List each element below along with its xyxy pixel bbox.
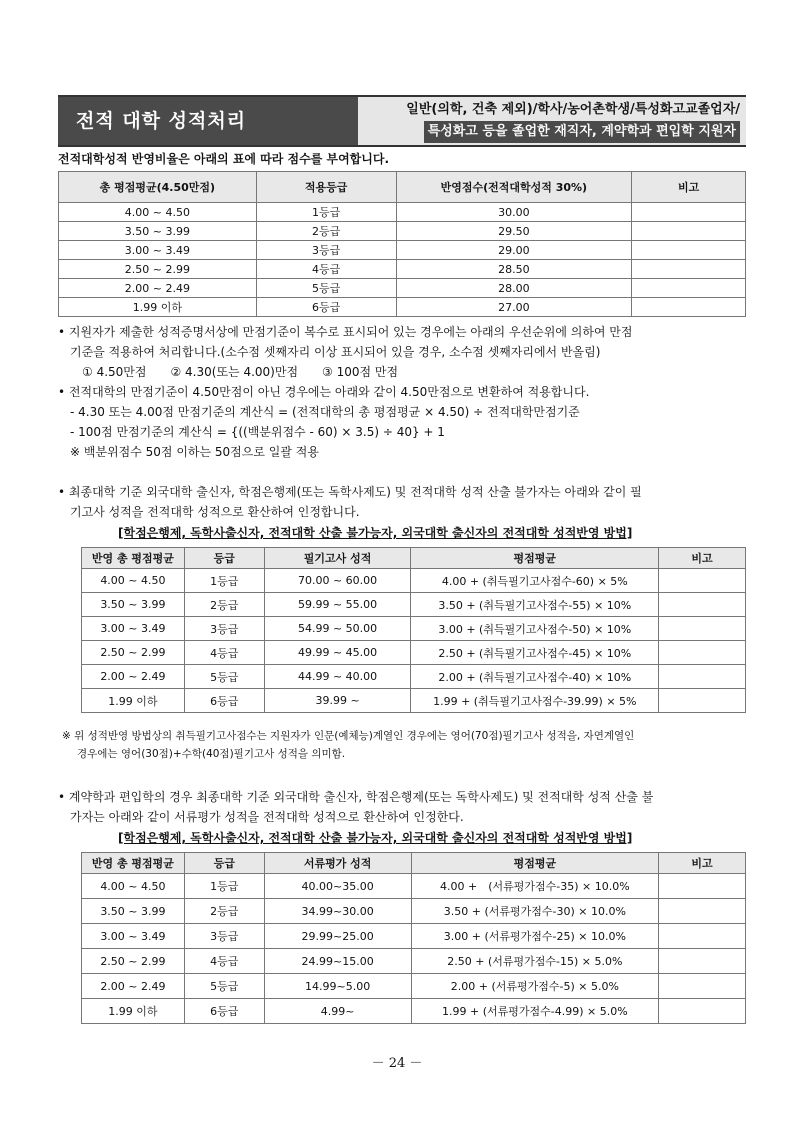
table-cell: 4.00 ~ 4.50 — [82, 569, 185, 593]
table-cell: 3.50 ~ 3.99 — [59, 222, 257, 241]
column-header: 총 평점평균(4.50만점) — [59, 172, 257, 203]
table-cell — [659, 665, 746, 689]
table-cell: 44.99 ~ 40.00 — [264, 665, 411, 689]
table-cell: 49.99 ~ 45.00 — [264, 641, 411, 665]
table-cell — [632, 260, 746, 279]
table-cell: 3.00 + (취득필기고사점수-50) × 10% — [411, 617, 659, 641]
table-cell — [659, 593, 746, 617]
priority-list: ① 4.50만점 ② 4.30(또는 4.00)만점 ③ 100점 만점 — [82, 365, 399, 379]
table-cell: 54.99 ~ 50.00 — [264, 617, 411, 641]
table-cell: 3.00 ~ 3.49 — [82, 617, 185, 641]
table-cell: 4등급 — [256, 260, 396, 279]
section-3-text — [58, 787, 653, 827]
table-cell — [632, 241, 746, 260]
note-bullet-1 — [58, 322, 633, 462]
table-cell: 6등급 — [184, 999, 264, 1024]
formula-note: ※ 백분위점수 50점 이하는 50점으로 일괄 적용 — [70, 445, 319, 459]
table-cell: 2등급 — [256, 222, 396, 241]
section-2-text — [58, 482, 642, 522]
table-cell: 3.50 ~ 3.99 — [82, 593, 185, 617]
table-row — [82, 874, 746, 899]
header-banner — [58, 95, 746, 147]
column-header: 등급 — [184, 548, 264, 569]
table-cell: 1.99 + (취득필기고사점수-39.99) × 5% — [411, 689, 659, 713]
note-text: ※ 위 성적반영 방법상의 취득필기고사점수는 지원자가 인문(예체능)계열인 경우에는 영어(70점)필기고사 성적을, 자연계열인 — [62, 730, 635, 742]
table-cell — [632, 222, 746, 241]
column-header: 반영 총 평점평균 — [82, 853, 185, 874]
table-cell — [659, 617, 746, 641]
table-row — [82, 593, 746, 617]
table-cell: 39.99 ~ — [264, 689, 411, 713]
column-header: 비고 — [659, 548, 746, 569]
section-3-line2: 가자는 아래와 같이 서류평가 성적을 전적대학 성적으로 환산하여 인정한다. — [70, 810, 464, 824]
table-cell: 2.50 ~ 2.99 — [82, 949, 185, 974]
table-cell: 3.50 + (취득필기고사점수-55) × 10% — [411, 593, 659, 617]
table-cell: 3.50 + (서류평가점수-30) × 10.0% — [411, 899, 659, 924]
section-3-line1: • 계약학과 편입학의 경우 최종대학 기준 외국대학 출신자, 학점은행제(또는 독학사제도) 및 전적대학 성적 산출 불 — [58, 790, 654, 804]
table-header-row — [82, 548, 746, 569]
table-cell: 2.00 + (서류평가점수-5) × 5.0% — [411, 974, 659, 999]
column-header: 비고 — [659, 853, 746, 874]
table-cell: 1등급 — [184, 874, 264, 899]
table-cell: 3.00 ~ 3.49 — [59, 241, 257, 260]
table-cell: 2.50 + (서류평가점수-15) × 5.0% — [411, 949, 659, 974]
table-2-note — [62, 727, 634, 763]
table-cell — [659, 569, 746, 593]
grade-table — [58, 171, 746, 317]
table-cell: 4.00 + (서류평가점수-35) × 10.0% — [411, 874, 659, 899]
table-cell: 70.00 ~ 60.00 — [264, 569, 411, 593]
table-row — [59, 260, 746, 279]
note-text: • 지원자가 제출한 성적증명서상에 만점기준이 복수로 표시되어 있는 경우에는 아래의 우선순위에 의하여 만점 — [58, 325, 633, 339]
table-cell: 34.99~30.00 — [264, 899, 411, 924]
column-header: 비고 — [632, 172, 746, 203]
table-row — [82, 974, 746, 999]
table-cell — [659, 641, 746, 665]
table-row — [82, 924, 746, 949]
table-cell: 2.50 ~ 2.99 — [59, 260, 257, 279]
table-cell: 29.00 — [396, 241, 632, 260]
table-cell: 6등급 — [256, 298, 396, 317]
note-text: • 전적대학의 만점기준이 4.50만점이 아닌 경우에는 아래와 같이 4.50만점으로 변환하여 적용합니다. — [58, 385, 590, 399]
table-cell: 2등급 — [184, 593, 264, 617]
table-cell: 1등급 — [184, 569, 264, 593]
table-row — [82, 949, 746, 974]
table-row — [59, 279, 746, 298]
column-header: 적용등급 — [256, 172, 396, 203]
table-cell: 3.00 + (서류평가점수-25) × 10.0% — [411, 924, 659, 949]
column-header: 서류평가 성적 — [264, 853, 411, 874]
table-row — [59, 222, 746, 241]
table-cell — [659, 689, 746, 713]
table-cell: 3등급 — [256, 241, 396, 260]
table-cell: 40.00~35.00 — [264, 874, 411, 899]
table-cell: 14.99~5.00 — [264, 974, 411, 999]
column-header: 등급 — [184, 853, 264, 874]
section-2-line1: • 최종대학 기준 외국대학 출신자, 학점은행제(또는 독학사제도) 및 전적대학 성적 산출 불가자는 아래와 같이 필 — [58, 485, 642, 499]
table-cell: 28.00 — [396, 279, 632, 298]
section-2-line2: 기고사 성적을 전적대학 성적으로 환산하여 인정합니다. — [70, 505, 360, 519]
table-3-caption: [학점은행제, 독학사출신자, 전적대학 산출 불가능자, 외국대학 출신자의 전적대학 성적반영 방법] — [118, 831, 633, 845]
table-cell — [632, 279, 746, 298]
table-cell: 1.99 + (서류평가점수-4.99) × 5.0% — [411, 999, 659, 1024]
table-cell: 3등급 — [184, 617, 264, 641]
page-title: 전적 대학 성적처리 — [58, 97, 358, 145]
column-header: 반영점수(전적대학성적 30%) — [396, 172, 632, 203]
column-header: 필기고사 성적 — [264, 548, 411, 569]
table-cell: 30.00 — [396, 203, 632, 222]
table-cell: 3.00 ~ 3.49 — [82, 924, 185, 949]
header-subtitle-line1: 일반(의학, 건축 제외)/학사/농어촌학생/특성화고교졸업자/ — [406, 102, 740, 117]
intro-text: 전적대학성적 반영비율은 아래의 표에 따라 점수를 부여합니다. — [58, 152, 390, 166]
table-cell: 4.00 ~ 4.50 — [59, 203, 257, 222]
table-cell: 29.99~25.00 — [264, 924, 411, 949]
table-header-row — [82, 853, 746, 874]
table-cell — [659, 949, 746, 974]
table-row — [82, 999, 746, 1024]
formula-1: - 4.30 또는 4.00점 만점기준의 계산식 = (전적대학의 총 평점평균 × 4.50) ÷ 전적대학만점기준 — [70, 405, 580, 419]
table-cell: 4.99~ — [264, 999, 411, 1024]
table-cell: 3등급 — [184, 924, 264, 949]
table-cell: 5등급 — [184, 665, 264, 689]
table-cell — [659, 874, 746, 899]
table-row — [82, 617, 746, 641]
table-cell: 5등급 — [184, 974, 264, 999]
table-cell — [659, 924, 746, 949]
table-cell: 2.00 ~ 2.49 — [82, 974, 185, 999]
table-cell: 1.99 이하 — [82, 689, 185, 713]
note-text: 경우에는 영어(30점)+수학(40점)필기고사 성적을 의미함. — [77, 748, 346, 760]
column-header: 평점평균 — [411, 853, 659, 874]
table-cell: 4등급 — [184, 641, 264, 665]
table-row — [82, 641, 746, 665]
table-cell: 4등급 — [184, 949, 264, 974]
column-header: 평점평균 — [411, 548, 659, 569]
table-cell — [659, 899, 746, 924]
note-text: 기준을 적용하여 처리합니다.(소수점 셋째자리 이상 표시되어 있을 경우, 소수점 셋째자리에서 반올림) — [70, 345, 601, 359]
table-cell — [632, 298, 746, 317]
table-cell: 2.00 ~ 2.49 — [59, 279, 257, 298]
table-row — [82, 665, 746, 689]
table-cell: 29.50 — [396, 222, 632, 241]
table-cell: 2등급 — [184, 899, 264, 924]
written-exam-table — [81, 547, 746, 713]
table-row — [82, 899, 746, 924]
table-cell: 1.99 이하 — [82, 999, 185, 1024]
document-review-table — [81, 852, 746, 1024]
table-cell: 2.00 + (취득필기고사점수-40) × 10% — [411, 665, 659, 689]
table-cell: 4.00 ~ 4.50 — [82, 874, 185, 899]
table-cell: 2.00 ~ 2.49 — [82, 665, 185, 689]
header-subtitle — [358, 97, 746, 145]
table-cell: 24.99~15.00 — [264, 949, 411, 974]
table-cell: 5등급 — [256, 279, 396, 298]
table-cell: 2.50 ~ 2.99 — [82, 641, 185, 665]
formula-2: - 100점 만점기준의 계산식 = {((백분위점수 - 60) × 3.5) ÷ 40} + 1 — [70, 425, 445, 439]
column-header: 반영 총 평점평균 — [82, 548, 185, 569]
table-row — [82, 569, 746, 593]
table-cell: 4.00 + (취득필기고사점수-60) × 5% — [411, 569, 659, 593]
page-number: － 24 － — [371, 1056, 423, 1071]
table-header-row — [59, 172, 746, 203]
table-cell — [632, 203, 746, 222]
table-cell: 2.50 + (취득필기고사점수-45) × 10% — [411, 641, 659, 665]
table-cell: 3.50 ~ 3.99 — [82, 899, 185, 924]
table-row — [59, 203, 746, 222]
table-cell — [659, 999, 746, 1024]
table-2-caption: [학점은행제, 독학사출신자, 전적대학 산출 불가능자, 외국대학 출신자의 전적대학 성적반영 방법] — [118, 526, 633, 540]
table-row — [59, 241, 746, 260]
table-cell: 6등급 — [184, 689, 264, 713]
table-row — [59, 298, 746, 317]
header-subtitle-line2: 특성화고 등을 졸업한 재직자, 계약학과 편입학 지원자 — [424, 121, 740, 143]
table-cell: 1등급 — [256, 203, 396, 222]
table-cell — [659, 974, 746, 999]
table-cell: 27.00 — [396, 298, 632, 317]
table-cell: 1.99 이하 — [59, 298, 257, 317]
table-cell: 28.50 — [396, 260, 632, 279]
table-row — [82, 689, 746, 713]
table-cell: 59.99 ~ 55.00 — [264, 593, 411, 617]
